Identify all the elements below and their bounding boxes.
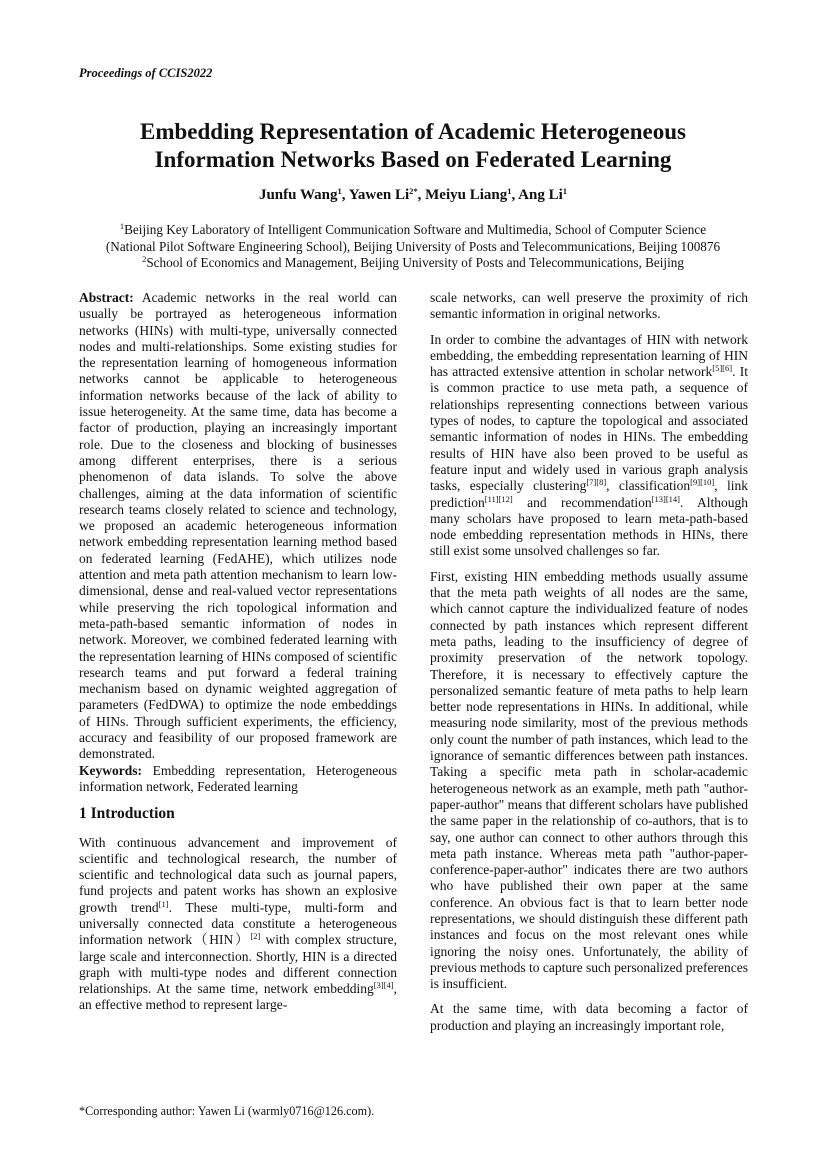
author-name: Junfu Wang: [258, 187, 338, 203]
author-separator: ,: [341, 187, 349, 203]
corresponding-author-footnote: *Corresponding author: Yawen Li (warmly0716@126.com).: [79, 1104, 375, 1118]
author-separator: ,: [511, 187, 519, 203]
title-line-1: Embedding Representation of Academic Heterogeneous: [139, 119, 686, 144]
author-separator: ,: [417, 187, 426, 203]
section-heading-introduction: 1 Introduction: [79, 805, 175, 823]
author-affil-mark: 1: [337, 186, 342, 196]
affiliation-2-line-1: $^2$School of Economics and Management, Beijing University of Posts and Telecommunications, Beijing: [142, 254, 684, 271]
intro-paragraph-1: With continuous advancement and improvement of scientific and technological research, the number of scientific and technological data such as journal papers, fund projects and patent works has shown an explosive growth trend[1]. These multi-type, multi-form and universally connected data constitute a heterogeneous information network（HIN）[2] with complex structure, large scale and interconnection. Shortly, HIN is a directed graph with multi-type nodes and different connection relationships. At the same time, network embedding[3][4], an effective method to represent large-: [79, 834, 398, 1013]
citation-ref: [3][4]: [373, 980, 394, 991]
affiliations: [40, 222, 786, 272]
keywords-text: Embedding representation, Heterogeneous information network, Federated learning: [79, 762, 397, 794]
citation-ref: [5][6]: [712, 363, 733, 374]
intro-paragraph-4: At the same time, with data becoming a factor of production and playing an increasingly important role,: [430, 1001, 748, 1033]
keywords-label: Keywords:: [79, 762, 142, 778]
author-affil-mark: 2*: [409, 186, 418, 196]
author-list: [60, 187, 766, 204]
intro-paragraph-3: First, existing HIN embedding methods usually assume that the meta path weights of all nodes are the same, which cannot capture the individualized feature of nodes connected by path instances which represent different meta paths, leading to the insufficiency of degree of proximity preservation of the network topology. Therefore, it is necessary to effectively capture the personalized semantic feature of meta paths to help learn better node representations in HINs. In additional, while measuring node similarity, most of the previous methods only count the number of path instances, which lead to the ignorance of semantic differences between path instances. Taking a specific meta path in scholar-academic heterogeneous network as an example, meth path "author-paper-author" means that different scholars have published the same paper in the relationship of co-authors, that is to say, one author can connect to other authors through this meta path instance. Whereas meta path "author-paper-conference-paper-author" indicates there are two authors who have published their own paper at the same conference. An obvious fact is that to learn better node representations, we should distinguish these different path instances and focus on the most relevant ones while ignoring the noisy ones. Unfortunately, the ability of previous methods to capture such personalized preferences is insufficient.: [430, 568, 748, 992]
citation-ref: [7][8]: [586, 477, 607, 488]
affiliation-mark: 1: [119, 221, 125, 231]
citation-ref: [11][12]: [484, 493, 513, 504]
author-name: Yawen Li: [348, 187, 410, 203]
paper-title: [60, 118, 766, 174]
affiliation-1-line-1: $^1$Beijing Key Laboratory of Intelligent Communication Software and Multimedia, School of Computer Science: [119, 221, 707, 237]
right-column: [430, 290, 748, 1034]
intro-paragraph-2: In order to combine the advantages of HIN with network embedding, the embedding representation learning of HIN has attracted extensive attention in scholar network[5][6]. It is common practice to use meta path, a sequence of relationships representing connections between various types of nodes, to capture the topological and associated semantic information of nodes in HINs. The embedding results of HIN have also been proved to be useful as feature input and widely used in various graph analysis tasks, especially clustering[7][8], classification[9][10], link prediction[11][12] and recommendation[13][14]. Although many scholars have proposed to learn meta-path-based node embedding representation methods in HINs, there still exist some unsolved challenges so far.: [430, 331, 749, 559]
citation-ref: [2]: [250, 931, 261, 942]
abstract: [79, 290, 397, 763]
affiliation-mark: 2: [142, 254, 147, 265]
affiliation-1-line-2: (National Pilot Software Engineering School), Beijing University of Posts and Telecommunications, Beijing 100876: [105, 238, 721, 254]
author-affil-mark: 1: [507, 186, 512, 196]
citation-ref: [13][14]: [651, 493, 680, 504]
keywords: [79, 763, 397, 796]
author-name: Ang Li: [518, 187, 563, 203]
abstract-text: Academic networks in the real world can usually be portrayed as heterogeneous information networks (HINs) with multi-type, universally connected nodes and multi-relationships. Some existing studies for the representation learning of homogeneous information networks cannot be applicable to heterogeneous information networks because of the lack of ability to issue heterogeneity. At the same time, data has become a factor of production, playing an increasingly important role. Due to the closeness and blocking of businesses among different enterprises, there is a serious phenomenon of data islands. To solve the above challenges, aiming at the data information of scientific research teams closely related to science and technology, we proposed an academic heterogeneous information network embedding representation learning method based on federated learning (FedAHE), which utilizes node attention and meta path attention mechanism to learn low-dimensional, dense and real-valued vector representations while preserving the rich topological information and meta-path-based semantic information of nodes in network. Moreover, we combined federated learning with the representation learning of HINs composed of scientific research teams and put forward a federal training mechanism based on dynamic weighted aggregation of parameters (FedDWA) to optimize the node embeddings of HINs. Through sufficient experiments, the efficiency, accuracy and feasibility of our proposed framework are demonstrated.: [79, 290, 397, 762]
title-line-2: Information Networks Based on Federated Learning: [154, 147, 672, 172]
author-name: Meiyu Liang: [425, 187, 508, 203]
citation-ref: [9][10]: [690, 477, 715, 488]
author-affil-mark: 1: [562, 186, 568, 196]
abstract-label: Abstract:: [79, 290, 134, 305]
citation-ref: [1]: [158, 898, 169, 909]
left-column: [79, 290, 397, 1014]
intro-paragraph-1-continued: scale networks, can well preserve the proximity of rich semantic information in original networks.: [430, 290, 748, 322]
running-head: Proceedings of CCIS2022: [79, 66, 213, 80]
